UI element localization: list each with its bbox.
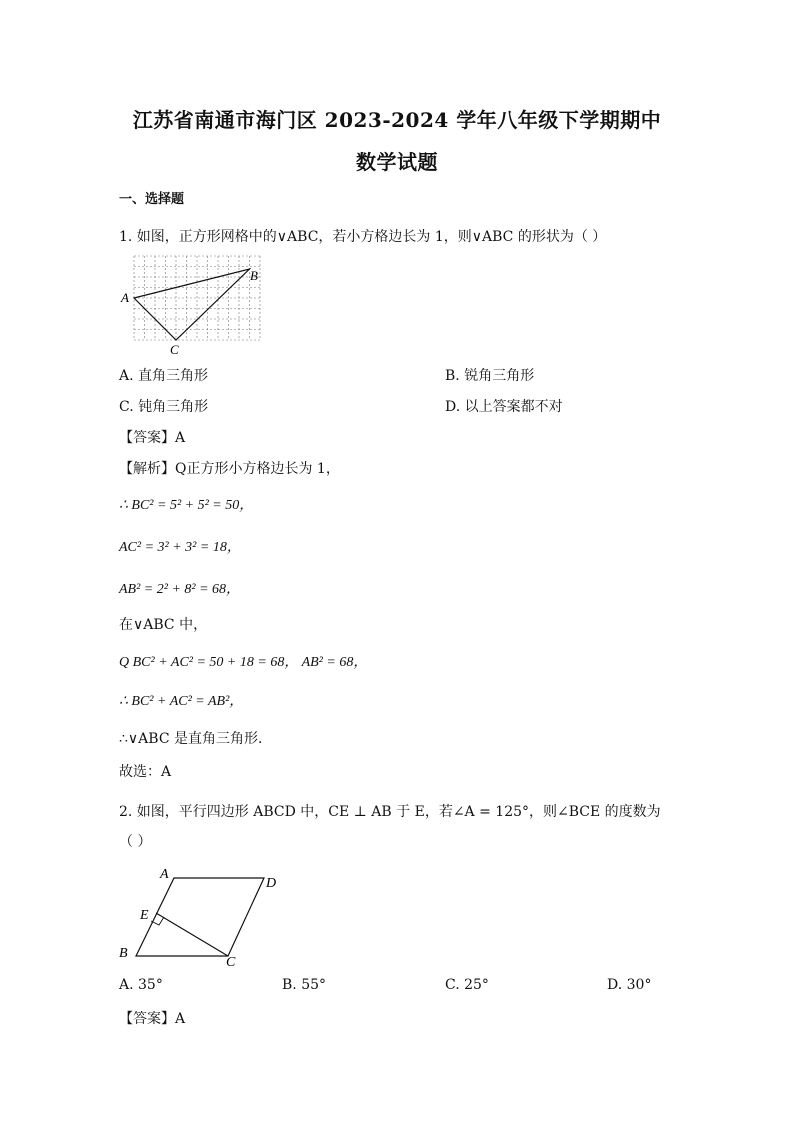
q1-analysis-line: AB² = 2² + 8² = 68，: [119, 582, 241, 597]
q1-label-b: B: [250, 268, 258, 283]
q2-stem-line-1: 2. 如图，平行四边形 ABCD 中，CE ⊥ AB 于 E，若∠A = 125°，则∠BCE 的度数为: [119, 804, 661, 820]
q1-analysis-line: ∴∨ABC 是直角三角形．: [119, 731, 272, 747]
q1-analysis-line: 在∨ABC 中，: [119, 617, 208, 633]
q2-label-d: D: [266, 876, 277, 891]
q1-stem: 1. 如图，正方形网格中的∨ABC，若小方格边长为 1，则∨ABC 的形状为（ ）: [119, 229, 607, 245]
q2-label-a: A: [160, 867, 169, 882]
q2-option-b: B. 55°: [282, 977, 327, 993]
q1-option-a: A. 直角三角形: [119, 368, 209, 384]
q2-label-c: C: [226, 955, 236, 970]
q1-analysis-line: AC² = 3² + 3² = 18，: [119, 540, 241, 555]
q1-analysis-line: 【解析】Q正方形小方格边长为 1，: [119, 461, 340, 477]
q1-label-a: A: [121, 290, 129, 305]
q2-parallelogram-figure: [114, 862, 294, 970]
q2-stem-line-2: （ ）: [119, 834, 152, 850]
q2-option-c: C. 25°: [445, 977, 489, 993]
q2-option-a: A. 35°: [119, 977, 163, 993]
q2-label-b: B: [119, 946, 128, 961]
q1-analysis-line: 故选：A: [119, 764, 172, 780]
q2-parallelogram: [136, 878, 264, 956]
q1-label-c: C: [170, 342, 179, 357]
q1-answer: 【答案】A: [119, 430, 186, 446]
q1-analysis-line: ∴ BC² = 5² + 5² = 50，: [119, 498, 254, 513]
q1-analysis-line: ∴ BC² + AC² = AB²，: [119, 694, 244, 709]
section-heading: 一、选择题: [119, 192, 185, 207]
q1-option-b: B. 锐角三角形: [445, 368, 535, 384]
q1-analysis-line: Q BC² + AC² = 50 + 18 = 68， AB² = 68，: [119, 655, 368, 670]
q2-answer: 【答案】A: [119, 1011, 186, 1027]
q2-option-d: D. 30°: [607, 977, 652, 993]
q1-option-c: C. 钝角三角形: [119, 399, 209, 415]
q2-segment-ce: [156, 913, 228, 956]
q1-option-d: D. 以上答案都不对: [445, 399, 563, 415]
title-line-2: 数学试题: [356, 150, 438, 174]
title-line-1: 江苏省南通市海门区 2023-2024 学年八年级下学期期中: [132, 108, 662, 132]
q1-grid-figure: [118, 252, 268, 358]
q2-label-e: E: [140, 908, 149, 923]
